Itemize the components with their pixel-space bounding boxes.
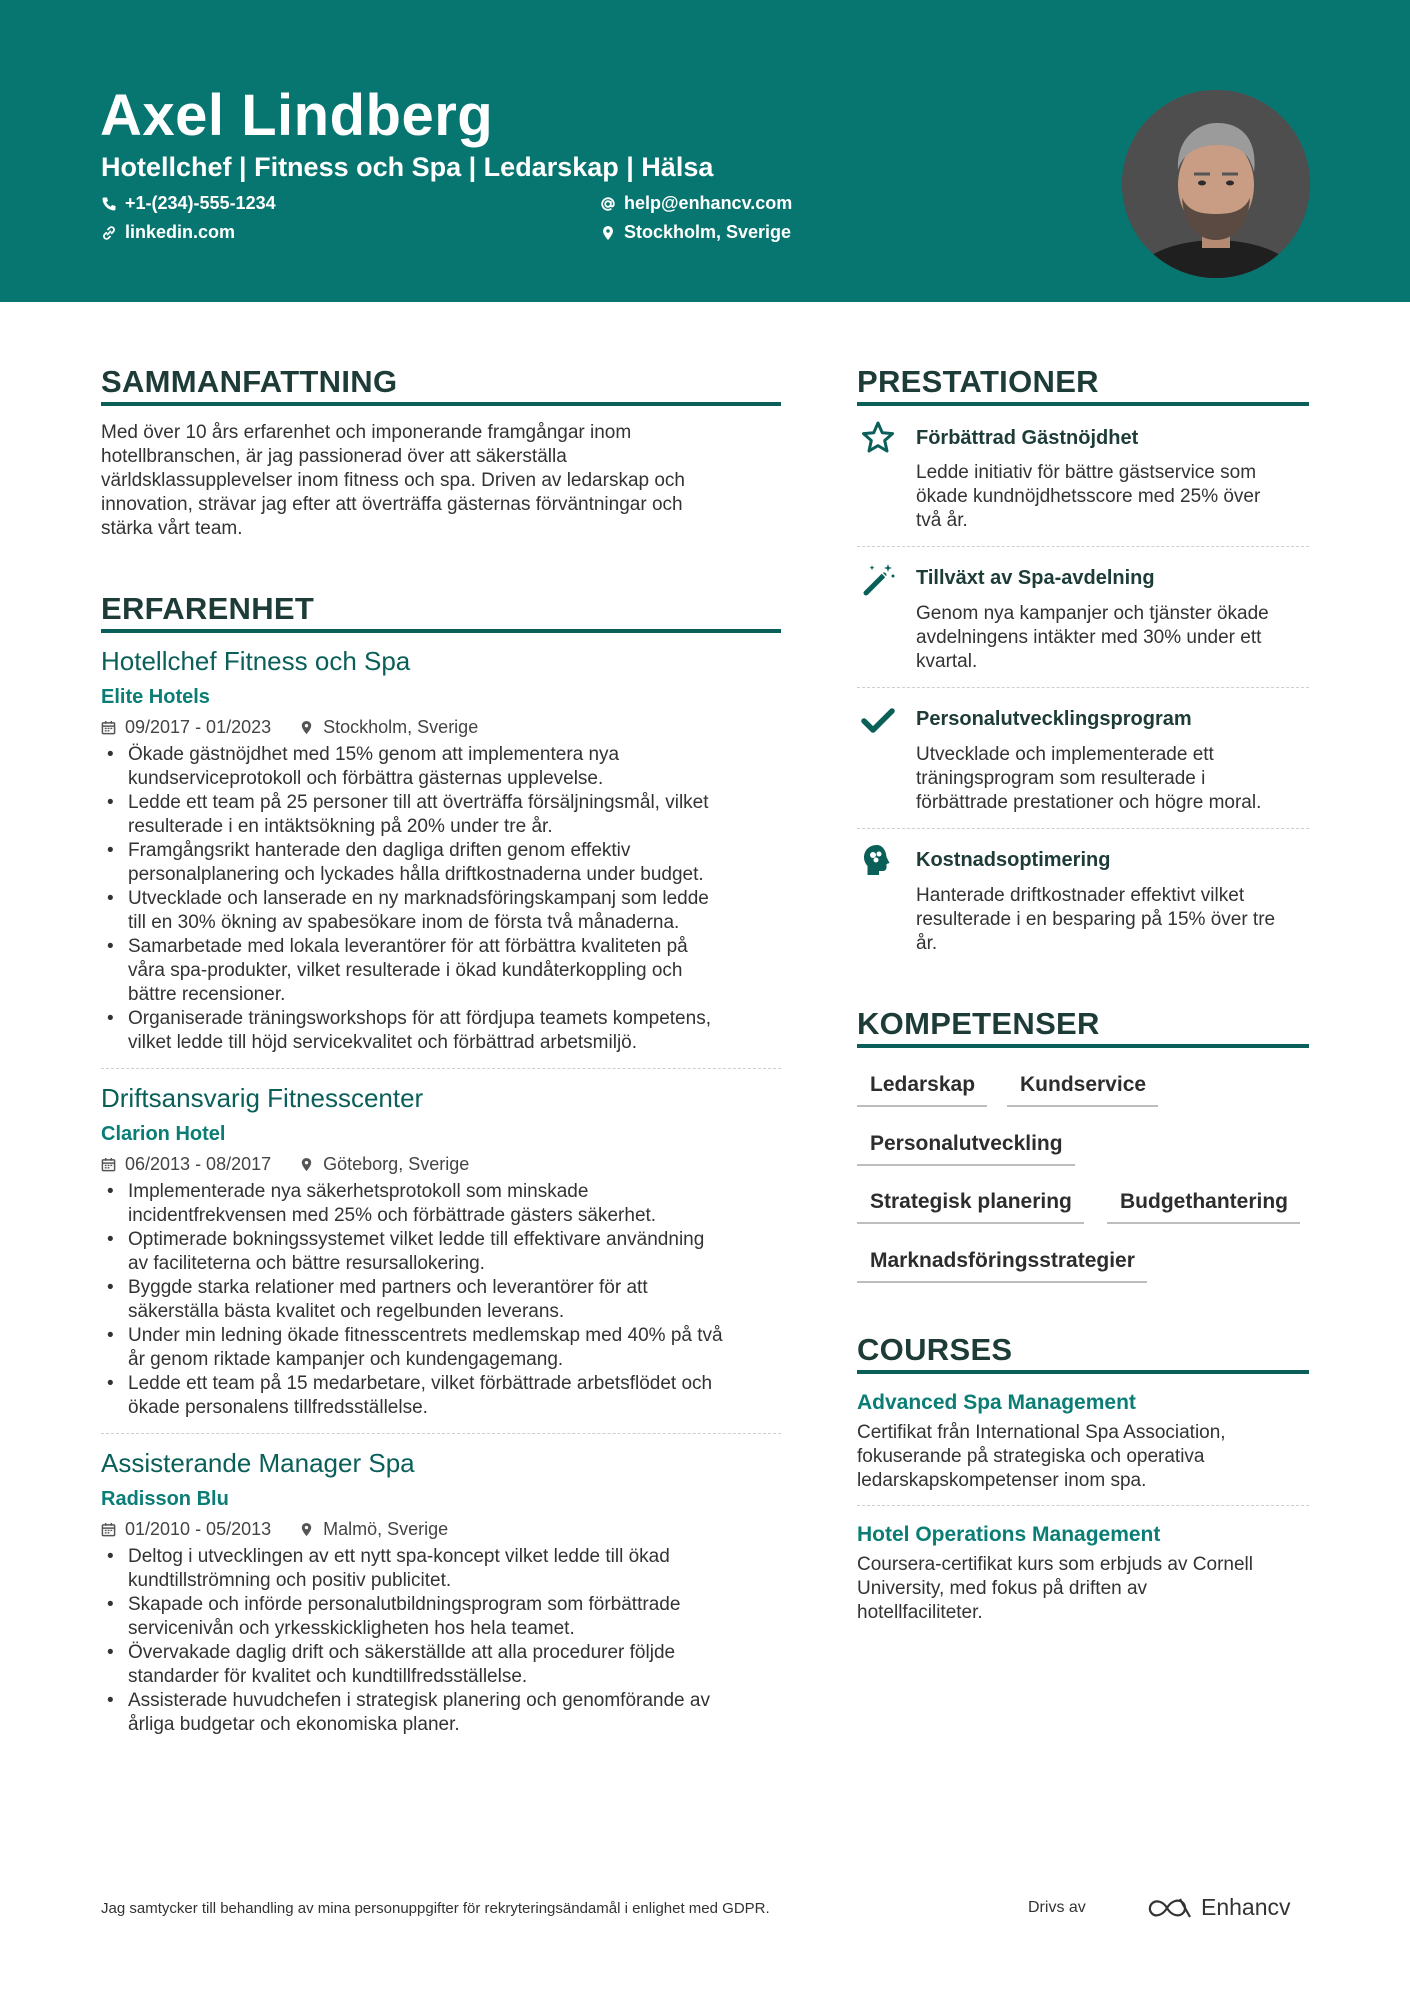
bullet-item: • Ledde ett team på 25 personer till att överträffa försäljningsmål, vilket resulterade i en intäktsökning på 20% under tre år. xyxy=(101,791,781,839)
bullet-item: • Byggde starka relationer med partners och leverantörer för att säkerställa bästa kvalitet och regelbunden leverans. xyxy=(101,1276,781,1324)
job-location xyxy=(299,717,478,738)
linkedin-text[interactable]: linkedin.com xyxy=(125,222,236,242)
phone-contact xyxy=(101,193,276,214)
achievement-description: Ledde initiativ för bättre gästservice som ökade kundnöjdhetsscore med 25% över två år. xyxy=(916,462,1261,531)
company-name: Elite Hotels xyxy=(101,686,210,708)
enhancv-brand-text: Enhancv xyxy=(1201,1894,1291,1920)
bullet-item: • Organiserade träningsworkshops för att fördjupa teamets kompetens, vilket ledde till höjd servicekvalitet och förbättrad arbetsmiljö. xyxy=(101,1007,781,1055)
location-contact xyxy=(600,222,791,243)
bullet-item: • Samarbetade med lokala leverantörer för att förbättra kvaliteten på våra spa-produkter, vilket resulterade i ökad kundåterkoppling och bättre recensioner. xyxy=(101,935,781,1007)
achievement-title: Förbättrad Gästnöjdhet xyxy=(916,427,1139,449)
course-description: Certifikat från International Spa Association, fokuserande på strategiska och operativa ledarskapskompetenser inom spa. xyxy=(857,1422,1226,1491)
achievement-description: Genom nya kampanjer och tjänster ökade avdelningens intäkter med 30% under ett kvartal. xyxy=(916,603,1269,672)
summary-line: stärka vårt team. xyxy=(101,518,243,539)
course-divider xyxy=(857,1505,1309,1506)
bullet-item: • Skapade och införde personalutbildningsprogram som förbättrade servicenivån och yrkesskickligheten hos hela teamet. xyxy=(101,1593,781,1641)
achievement-title: Tillväxt av Spa-avdelning xyxy=(916,567,1155,589)
company-name: Radisson Blu xyxy=(101,1488,229,1510)
bullet-item: • Övervakade daglig drift och säkerställde att alla procedurer följde standarder för kvalitet och kundtillfredsställelse. xyxy=(101,1641,781,1689)
calendar-icon xyxy=(101,720,116,735)
skill-tag: Budgethantering xyxy=(1107,1190,1300,1224)
bullet-item: • Framgångsrikt hanterade den dagliga driften genom effektiv personalplanering och lyckades hålla driftkostnaderna under budget. xyxy=(101,839,781,887)
calendar-icon xyxy=(101,1522,116,1537)
head-brain-icon xyxy=(860,842,896,878)
achievement-divider xyxy=(857,828,1309,829)
job-location-text: Göteborg, Sverige xyxy=(323,1154,470,1174)
bullet-item: • Ledde ett team på 15 medarbetare, vilket förbättrade arbetsflödet och ökade personalens tillfredsställelse. xyxy=(101,1372,781,1420)
skill-tag: Ledarskap xyxy=(857,1073,987,1107)
summary-text xyxy=(101,421,791,541)
achievement-title: Personalutvecklingsprogram xyxy=(916,708,1192,730)
course-description: Coursera-certifikat kurs som erbjuds av Cornell University, med fokus på driften av hotellfaciliteter. xyxy=(857,1554,1253,1623)
job-title: Driftsansvarig Fitnesscenter xyxy=(101,1083,424,1113)
link-icon xyxy=(101,225,117,241)
skill-tag: Personalutveckling xyxy=(857,1132,1075,1166)
phone-icon xyxy=(101,196,117,212)
phone-text: +1-(234)-555-1234 xyxy=(125,193,276,213)
magic-wand-icon xyxy=(860,561,896,597)
summary-line: hotellbranschen, är jag passionerad över att säkerställa xyxy=(101,446,567,467)
job-title: Assisterande Manager Spa xyxy=(101,1448,415,1478)
portrait-illustration xyxy=(1122,90,1310,278)
job-divider xyxy=(101,1068,781,1069)
achievement-divider xyxy=(857,546,1309,547)
job-bullets xyxy=(101,743,781,1055)
job-location-text: Malmö, Sverige xyxy=(323,1519,449,1539)
course-title: Hotel Operations Management xyxy=(857,1523,1161,1546)
job-title: Hotellchef Fitness och Spa xyxy=(101,646,411,676)
bullet-item: • Under min ledning ökade fitnesscentrets medlemskap med 40% på två år genom riktade kampanjer och kundengagemang. xyxy=(101,1324,781,1372)
checkmark-icon xyxy=(860,702,896,738)
at-sign-icon xyxy=(600,196,616,212)
job-bullets xyxy=(101,1180,781,1420)
star-icon xyxy=(860,420,896,456)
email-contact[interactable] xyxy=(600,193,792,214)
bullet-item: • Optimerade bokningssystemet vilket ledde till effektivare användning av faciliteterna och bättre resursallokering. xyxy=(101,1228,781,1276)
achievements-heading: PRESTATIONER xyxy=(857,364,1309,406)
experience-heading: ERFARENHET xyxy=(101,591,781,633)
bullet-item: • Assisterade huvudchefen i strategisk planering och genomförande av årliga budgetar och ekonomiska planer. xyxy=(101,1689,781,1737)
job-dates: 06/2013 - 08/2017 xyxy=(125,1154,272,1174)
summary-heading: SAMMANFATTNING xyxy=(101,364,781,406)
skills-heading: KOMPETENSER xyxy=(857,1006,1309,1048)
powered-by-label: Drivs av xyxy=(1028,1899,1086,1916)
achievement-divider xyxy=(857,687,1309,688)
profile-photo xyxy=(1122,90,1310,278)
job-meta xyxy=(101,1519,448,1540)
bullet-item: • Utvecklade och lanserade en ny marknadsföringskampanj som ledde till en 30% ökning av spabesökare inom de första två månaderna. xyxy=(101,887,781,935)
location-pin-icon xyxy=(299,720,314,735)
achievement-title: Kostnadsoptimering xyxy=(916,849,1111,871)
skill-tag: Kundservice xyxy=(1007,1073,1158,1107)
job-meta xyxy=(101,717,478,738)
bullet-item: • Deltog i utvecklingen av ett nytt spa-koncept vilket ledde till ökad kundtillströmning och positiv publicitet. xyxy=(101,1545,781,1593)
linkedin-contact[interactable] xyxy=(101,222,235,243)
location-text: Stockholm, Sverige xyxy=(624,222,792,242)
job-bullets xyxy=(101,1545,781,1737)
email-text[interactable]: help@enhancv.com xyxy=(624,193,793,213)
skill-tag: Marknadsföringsstrategier xyxy=(857,1249,1147,1283)
job-dates: 01/2010 - 05/2013 xyxy=(125,1519,272,1539)
course-title: Advanced Spa Management xyxy=(857,1391,1136,1414)
skill-tag: Strategisk planering xyxy=(857,1190,1084,1224)
calendar-icon xyxy=(101,1157,116,1172)
job-meta xyxy=(101,1154,469,1175)
achievement-description: Utvecklade och implementerade ett träningsprogram som resulterade i förbättrade prestationer och högre moral. xyxy=(916,744,1262,813)
job-divider xyxy=(101,1433,781,1434)
enhancv-logo-icon xyxy=(1147,1896,1193,1920)
courses-heading: COURSES xyxy=(857,1332,1309,1374)
summary-line: Med över 10 års erfarenhet och imponerande framgångar inom xyxy=(101,422,632,443)
summary-line: innovation, strävar jag efter att överträffa gästernas förväntningar och xyxy=(101,494,683,515)
location-pin-icon xyxy=(299,1157,314,1172)
achievement-description: Hanterade driftkostnader effektivt vilket resulterade i en besparing på 15% över tre år. xyxy=(916,885,1276,954)
summary-line: världsklassupplevelser inom fitness och spa. Driven av ledarskap och xyxy=(101,470,685,491)
gdpr-consent: Jag samtycker till behandling av mina personuppgifter för rekryteringsändamål i enlighet med GDPR. xyxy=(101,1900,770,1917)
job-location-text: Stockholm, Sverige xyxy=(323,717,479,737)
enhancv-logo[interactable] xyxy=(1147,1894,1291,1921)
job-location xyxy=(299,1154,469,1175)
resume-header xyxy=(0,0,1410,302)
location-pin-icon xyxy=(600,225,616,241)
bullet-item: • Ökade gästnöjdhet med 15% genom att implementera nya kundserviceprotokoll och förbättra gästernas upplevelse. xyxy=(101,743,781,791)
company-name: Clarion Hotel xyxy=(101,1123,226,1145)
location-pin-icon xyxy=(299,1522,314,1537)
job-dates: 09/2017 - 01/2023 xyxy=(125,717,272,737)
job-location xyxy=(299,1519,448,1540)
candidate-name: Axel Lindberg xyxy=(100,83,494,148)
bullet-item: • Implementerade nya säkerhetsprotokoll som minskade incidentfrekvensen med 25% och förbättrade gästers säkerhet. xyxy=(101,1180,781,1228)
candidate-headline: Hotellchef | Fitness och Spa | Ledarskap | Hälsa xyxy=(101,152,714,182)
